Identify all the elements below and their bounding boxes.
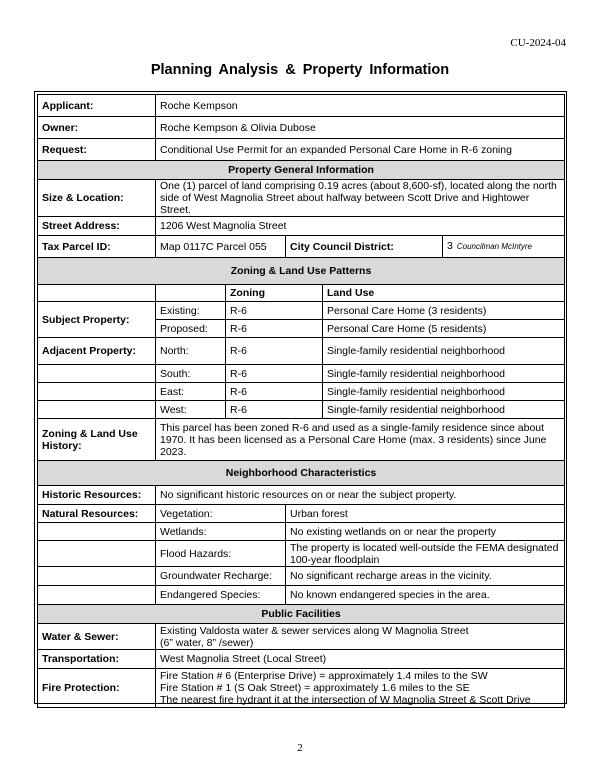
adjacent-zoning: R-6 [226, 365, 323, 383]
natural-resource-value: Urban forest [286, 505, 565, 523]
page-number: 2 [297, 742, 303, 754]
historic-resources-value: No significant historic resources on or near the subject property. [156, 486, 565, 505]
land-use-column-header: Land Use [323, 285, 565, 302]
public-facilities-header [38, 605, 565, 624]
fire-station-line: Fire Station # 6 (Enterprise Drive) = approximately 1.4 miles to the SW [160, 670, 488, 682]
fire-station-line: Fire Station # 1 (S Oak Street) = approximately 1.6 miles to the SE [160, 682, 470, 694]
zoning-heading: Zoning & Land Use Patterns [38, 258, 565, 285]
zoning-history-label: Zoning & Land Use History: [38, 419, 156, 461]
adjacent-zoning: R-6 [226, 383, 323, 401]
subject-type: Existing: [156, 302, 226, 320]
neighborhood-header [38, 461, 565, 486]
applicant-value: Roche Kempson [156, 95, 565, 117]
transportation-value: West Magnolia Street (Local Street) [156, 650, 565, 669]
zoning-column-headers [38, 285, 565, 302]
fire-hydrant-line: The nearest fire hydrant it at the intersection of W Magnolia Street & Scott Drive [160, 694, 531, 706]
request-value: Conditional Use Permit for an expanded Personal Care Home in R-6 zoning [156, 139, 565, 161]
natural-resource-value: No existing wetlands on or near the property [286, 523, 565, 541]
adjacent-west-row [38, 401, 565, 419]
tax-parcel-row [38, 236, 565, 258]
historic-resources-label: Historic Resources: [38, 486, 156, 505]
size-location-label: Size & Location: [38, 180, 156, 217]
neighborhood-heading: Neighborhood Characteristics [38, 461, 565, 486]
adjacent-land-use: Single-family residential neighborhood [323, 383, 565, 401]
natural-resource-type: Groundwater Recharge: [156, 567, 286, 586]
adjacent-east-row [38, 383, 565, 401]
natural-flood-row [38, 541, 565, 567]
natural-resource-value: No known endangered species in the area. [286, 586, 565, 605]
natural-endangered-row [38, 586, 565, 605]
zoning-column-header: Zoning [226, 285, 323, 302]
natural-resource-type: Flood Hazards: [156, 541, 286, 567]
adjacent-direction: South: [156, 365, 226, 383]
fire-protection-label: Fire Protection: [38, 669, 156, 708]
adjacent-north-row [38, 338, 565, 365]
street-address-value: 1206 West Magnolia Street [156, 217, 565, 236]
zoning-history-row [38, 419, 565, 461]
natural-vegetation-row [38, 505, 565, 523]
natural-resource-value: The property is located well-outside the FEMA designated 100-year floodplain [286, 541, 565, 567]
water-sewer-line: Existing Valdosta water & sewer services along W Magnolia Street [160, 624, 469, 637]
request-row [38, 139, 565, 161]
public-facilities-heading: Public Facilities [38, 605, 565, 624]
subject-type: Proposed: [156, 320, 226, 338]
zoning-history-value: This parcel has been zoned R-6 and used as a single-family residence since about 1970. It has been licensed as a Personal Care Home (max. 3 residents) since June 2023. [156, 419, 565, 461]
fire-protection-value [156, 669, 565, 708]
tax-parcel-value: Map 0117C Parcel 055 [156, 236, 286, 258]
adjacent-zoning: R-6 [226, 338, 323, 365]
fire-protection-row [38, 669, 565, 708]
subject-zoning: R-6 [226, 320, 323, 338]
district-member: Councilman McIntyre [456, 242, 532, 251]
adjacent-direction: East: [156, 383, 226, 401]
water-sewer-label: Water & Sewer: [38, 624, 156, 650]
owner-value: Roche Kempson & Olivia Dubose [156, 117, 565, 139]
subject-zoning: R-6 [226, 302, 323, 320]
district-number: 3 [447, 240, 453, 252]
subject-land-use: Personal Care Home (5 residents) [323, 320, 565, 338]
council-district-label: City Council District: [286, 236, 443, 258]
natural-resource-type: Endangered Species: [156, 586, 286, 605]
owner-row [38, 117, 565, 139]
applicant-row [38, 95, 565, 117]
natural-wetlands-row [38, 523, 565, 541]
natural-groundwater-row [38, 567, 565, 586]
document-id: CU-2024-04 [510, 37, 566, 49]
property-general-heading: Property General Information [38, 161, 565, 180]
size-location-value: One (1) parcel of land comprising 0.19 acres (about 8,600-sf), located along the north side of West Magnolia Street about halfway between Scott Drive and Hightower Street. [156, 180, 565, 217]
adjacent-land-use: Single-family residential neighborhood [323, 401, 565, 419]
transportation-row [38, 650, 565, 669]
adjacent-land-use: Single-family residential neighborhood [323, 338, 565, 365]
zoning-header [38, 258, 565, 285]
size-location-row [38, 180, 565, 217]
owner-label: Owner: [38, 117, 156, 139]
natural-resources-label: Natural Resources: [38, 505, 156, 523]
water-sewer-line: (6” water, 8” /sewer) [160, 636, 254, 649]
adjacent-direction: North: [156, 338, 226, 365]
water-sewer-row [38, 624, 565, 650]
natural-resource-value: No significant recharge areas in the vicinity. [286, 567, 565, 586]
property-info-table [37, 94, 565, 708]
page-title: Planning Analysis & Property Information [150, 62, 450, 78]
adjacent-direction: West: [156, 401, 226, 419]
council-district-value [443, 236, 565, 258]
street-address-row [38, 217, 565, 236]
adjacent-south-row [38, 365, 565, 383]
natural-resource-type: Wetlands: [156, 523, 286, 541]
street-address-label: Street Address: [38, 217, 156, 236]
historic-resources-row [38, 486, 565, 505]
water-sewer-value [156, 624, 565, 650]
request-label: Request: [38, 139, 156, 161]
tax-parcel-label: Tax Parcel ID: [38, 236, 156, 258]
natural-resource-type: Vegetation: [156, 505, 286, 523]
subject-land-use: Personal Care Home (3 residents) [323, 302, 565, 320]
subject-property-label: Subject Property: [38, 302, 156, 338]
transportation-label: Transportation: [38, 650, 156, 669]
applicant-label: Applicant: [38, 95, 156, 117]
adjacent-zoning: R-6 [226, 401, 323, 419]
subject-existing-row [38, 302, 565, 320]
adjacent-land-use: Single-family residential neighborhood [323, 365, 565, 383]
property-general-header [38, 161, 565, 180]
adjacent-property-label: Adjacent Property: [38, 338, 156, 365]
